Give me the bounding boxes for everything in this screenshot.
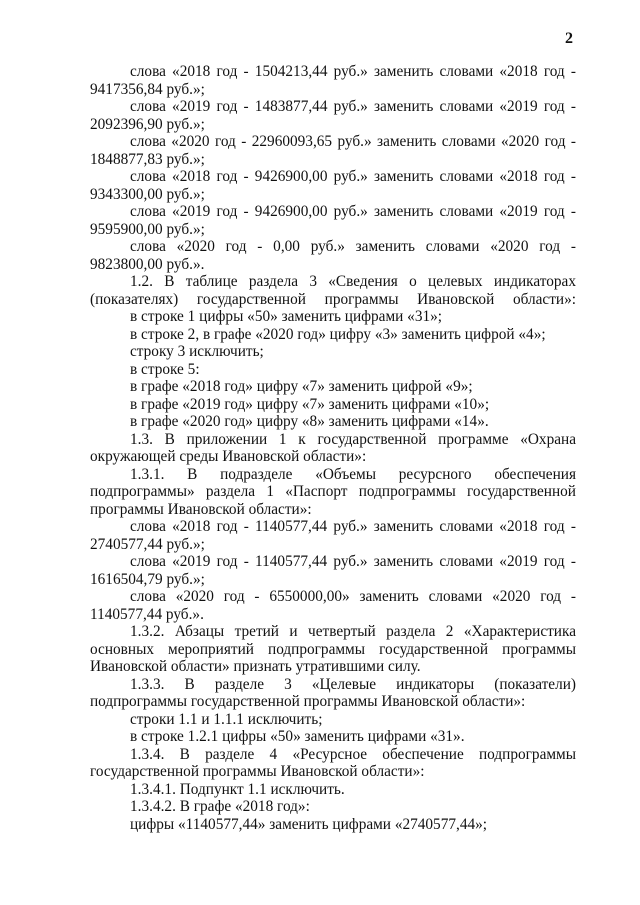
text-line: слова «2019 год - 1483877,44 руб.» заменить словами «2019 год - xyxy=(130,98,576,115)
text-line: основных мероприятий подпрограммы государственной программы xyxy=(90,641,576,658)
text-line: в графе «2018 год» цифру «7» заменить цифрой «9»; xyxy=(130,378,473,395)
text-line: 2092396,90 руб.»; xyxy=(90,116,205,133)
text-line: в строке 1 цифры «50» заменить цифрами «31»; xyxy=(130,308,443,325)
text-line: программы Ивановской области»: xyxy=(90,501,312,518)
text-line: 1.3.3. В разделе 3 «Целевые индикаторы (показатели) xyxy=(130,676,576,693)
text-line: 1616504,79 руб.»; xyxy=(90,571,205,588)
text-line: 2740577,44 руб.»; xyxy=(90,536,205,553)
text-line: 1.3.4.1. Подпункт 1.1 исключить. xyxy=(130,781,345,798)
text-line: 1.3. В приложении 1 к государственной программе «Охрана xyxy=(130,431,576,448)
text-line: в строке 2, в графе «2020 год» цифру «3» заменить цифрой «4»; xyxy=(130,326,546,343)
text-line: 1140577,44 руб.». xyxy=(90,606,204,623)
text-line: (показателях) государственной программы Ивановской области»: xyxy=(90,291,576,308)
text-line: в строке 5: xyxy=(130,361,200,378)
text-line: слова «2020 год - 22960093,65 руб.» заменить словами «2020 год - xyxy=(130,133,576,150)
text-line: государственной программы Ивановской области»: xyxy=(90,763,425,780)
text-line: 9595900,00 руб.»; xyxy=(90,221,205,238)
text-line: 1.3.4.2. В графе «2018 год»: xyxy=(130,798,310,815)
text-line: строку 3 исключить; xyxy=(130,343,264,360)
text-line: цифры «1140577,44» заменить цифрами «2740577,44»; xyxy=(130,816,488,833)
text-line: 1.3.4. В разделе 4 «Ресурсное обеспечение подпрограммы xyxy=(130,746,576,763)
text-line: в строке 1.2.1 цифры «50» заменить цифрами «31». xyxy=(130,728,465,745)
text-line: в графе «2019 год» цифру «7» заменить цифрами «10»; xyxy=(130,396,490,413)
text-line: слова «2018 год - 1140577,44 руб.» заменить словами «2018 год - xyxy=(130,518,576,535)
text-line: 1.2. В таблице раздела 3 «Сведения о целевых индикаторах xyxy=(130,273,576,290)
text-line: подпрограммы государственной программы Ивановской области»: xyxy=(90,693,526,710)
text-line: подпрограммы» раздела 1 «Паспорт подпрограммы государственной xyxy=(90,483,576,500)
text-line: слова «2018 год - 1504213,44 руб.» заменить словами «2018 год - xyxy=(130,63,576,80)
text-line: 9417356,84 руб.»; xyxy=(90,81,205,98)
text-line: Ивановской области» признать утратившими силу. xyxy=(90,658,421,675)
text-line: слова «2020 год - 0,00 руб.» заменить словами «2020 год - xyxy=(130,238,576,255)
text-line: 1848877,83 руб.»; xyxy=(90,151,205,168)
text-line: слова «2019 год - 1140577,44 руб.» заменить словами «2019 год - xyxy=(130,553,576,570)
text-line: 1.3.1. В подразделе «Объемы ресурсного обеспечения xyxy=(130,466,576,483)
page-number: 2 xyxy=(565,30,573,47)
text-line: слова «2018 год - 9426900,00 руб.» заменить словами «2018 год - xyxy=(130,168,576,185)
text-line: окружающей среды Ивановской области»: xyxy=(90,448,367,465)
text-line: слова «2019 год - 9426900,00 руб.» заменить словами «2019 год - xyxy=(130,203,576,220)
text-line: 9343300,00 руб.»; xyxy=(90,186,205,203)
text-line: строки 1.1 и 1.1.1 исключить; xyxy=(130,711,323,728)
text-line: в графе «2020 год» цифру «8» заменить цифрами «14». xyxy=(130,413,489,430)
text-line: 1.3.2. Абзацы третий и четвертый раздела 2 «Характеристика xyxy=(130,623,576,640)
text-line: слова «2020 год - 6550000,00» заменить словами «2020 год - xyxy=(130,588,576,605)
text-line: 9823800,00 руб.». xyxy=(90,256,205,273)
